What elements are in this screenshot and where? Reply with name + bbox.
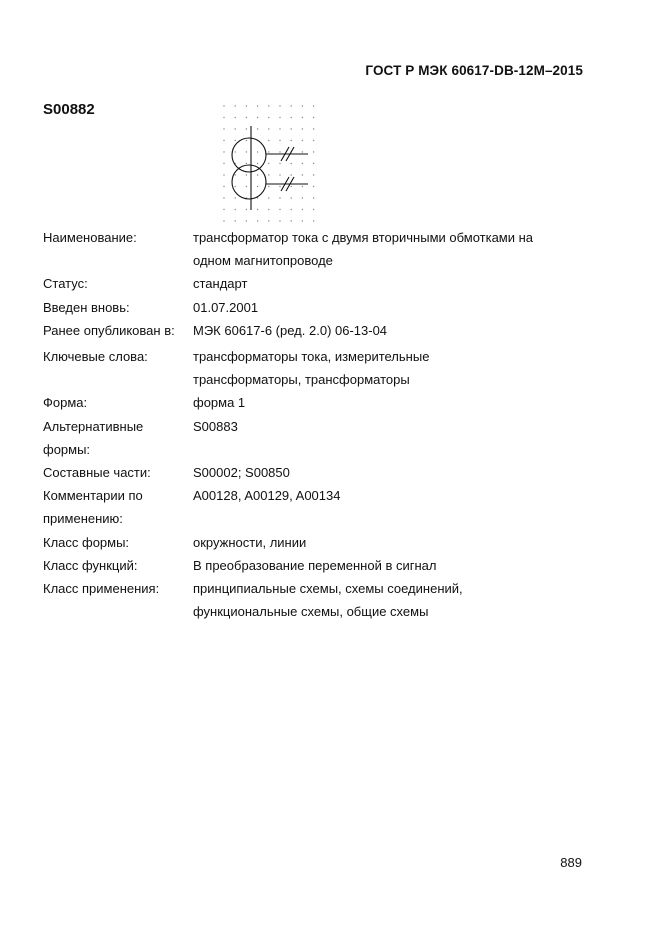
- attribute-value: [193, 272, 563, 295]
- grid-dot: [302, 174, 303, 175]
- attribute-label: [43, 272, 193, 295]
- attribute-row: [43, 296, 563, 319]
- grid-dot: [235, 220, 236, 221]
- grid-dot: [313, 163, 314, 164]
- grid-dot: [246, 105, 247, 106]
- attribute-value: [193, 226, 563, 272]
- grid-dot: [268, 105, 269, 106]
- attribute-value: [193, 577, 563, 623]
- attribute-label-line: Альтернативные: [43, 418, 144, 434]
- attribute-label: [43, 391, 193, 414]
- grid-dot: [302, 105, 303, 106]
- grid-dot: [223, 220, 224, 221]
- grid-dot: [223, 186, 224, 187]
- attribute-value: [193, 345, 563, 391]
- grid-dot: [302, 163, 303, 164]
- attribute-label-line: Класс функций:: [43, 557, 138, 573]
- grid-dot: [268, 174, 269, 175]
- grid-dot: [291, 186, 292, 187]
- grid-dot: [302, 117, 303, 118]
- grid-dot: [302, 220, 303, 221]
- attribute-value-line: принципиальные схемы, схемы соединений,: [193, 581, 463, 597]
- grid-dot: [246, 140, 247, 141]
- attribute-row: [43, 415, 563, 461]
- attribute-value-line: функциональные схемы, общие схемы: [193, 604, 429, 620]
- attribute-value-line: стандарт: [193, 276, 248, 292]
- grid-dot: [302, 209, 303, 210]
- grid-dot: [268, 117, 269, 118]
- attribute-row: [43, 461, 563, 484]
- grid-dot: [246, 209, 247, 210]
- grid-dot: [257, 117, 258, 118]
- grid-dot: [223, 140, 224, 141]
- attribute-value: [193, 484, 563, 530]
- attribute-value: [193, 319, 563, 342]
- attribute-label-line: Комментарии по: [43, 488, 143, 504]
- grid-dot: [291, 209, 292, 210]
- grid-dot: [235, 105, 236, 106]
- symbol-grid: [223, 105, 314, 221]
- grid-dot: [279, 220, 280, 221]
- attribute-label-line: Наименование:: [43, 230, 137, 245]
- grid-dot: [268, 128, 269, 129]
- attribute-value-line: трансформаторы, трансформаторы: [193, 372, 410, 388]
- attribute-value: [193, 531, 563, 554]
- attribute-label-line: применению:: [43, 511, 123, 527]
- grid-dot: [257, 174, 258, 175]
- attribute-row: [43, 531, 563, 554]
- grid-dot: [313, 140, 314, 141]
- grid-dot: [302, 128, 303, 129]
- grid-dot: [257, 151, 258, 152]
- grid-dot: [257, 105, 258, 106]
- grid-dot: [313, 209, 314, 210]
- grid-dot: [223, 163, 224, 164]
- attribute-label-line: Введен вновь:: [43, 299, 130, 315]
- grid-dot: [246, 128, 247, 129]
- grid-dot: [257, 186, 258, 187]
- attribute-table: [43, 226, 563, 623]
- grid-dot: [279, 209, 280, 210]
- attribute-label-line: Составные части:: [43, 465, 151, 481]
- attribute-row: [43, 577, 563, 623]
- grid-dot: [291, 174, 292, 175]
- attribute-label-line: Ранее опубликован в:: [43, 322, 175, 338]
- attribute-row: [43, 484, 563, 530]
- grid-dot: [291, 140, 292, 141]
- page-number: 889: [560, 855, 582, 870]
- attribute-label: [43, 461, 193, 484]
- grid-dot: [302, 186, 303, 187]
- grid-dot: [279, 117, 280, 118]
- grid-dot: [223, 105, 224, 106]
- grid-dot: [235, 186, 236, 187]
- attribute-label: [43, 296, 193, 319]
- attribute-value: [193, 554, 563, 577]
- attribute-label: [43, 554, 193, 577]
- attribute-row: [43, 345, 563, 391]
- document-header: ГОСТ Р МЭК 60617-DB-12M–2015: [365, 63, 583, 78]
- grid-dot: [235, 197, 236, 198]
- grid-dot: [246, 220, 247, 221]
- symbol-lines: [232, 126, 308, 210]
- grid-dot: [246, 186, 247, 187]
- grid-dot: [313, 220, 314, 221]
- attribute-label: [43, 415, 193, 461]
- grid-dot: [257, 209, 258, 210]
- attribute-row: [43, 226, 563, 272]
- grid-dot: [268, 197, 269, 198]
- grid-dot: [279, 163, 280, 164]
- attribute-value-line: S00002; S00850: [193, 465, 290, 481]
- grid-dot: [268, 220, 269, 221]
- grid-dot: [235, 117, 236, 118]
- attribute-row: [43, 554, 563, 577]
- grid-dot: [279, 186, 280, 187]
- grid-dot: [291, 197, 292, 198]
- attribute-value-line: A00128, A00129, A00134: [193, 488, 341, 504]
- grid-dot: [235, 128, 236, 129]
- attribute-value-line: одном магнитопроводе: [193, 253, 333, 269]
- attribute-label: [43, 345, 193, 391]
- grid-dot: [302, 197, 303, 198]
- grid-dot: [313, 186, 314, 187]
- grid-dot: [223, 151, 224, 152]
- attribute-label-line: Ключевые слова:: [43, 349, 148, 365]
- grid-dot: [313, 105, 314, 106]
- grid-dot: [313, 128, 314, 129]
- attribute-label-line: формы:: [43, 441, 91, 457]
- attribute-value-line: В преобразование переменной в сигнал: [193, 557, 437, 573]
- grid-dot: [291, 128, 292, 129]
- attribute-value-line: трансформатор тока с двумя вторичными обмотками на: [193, 230, 534, 245]
- grid-dot: [313, 151, 314, 152]
- grid-dot: [279, 105, 280, 106]
- grid-dot: [257, 220, 258, 221]
- grid-dot: [235, 151, 236, 152]
- grid-dot: [223, 174, 224, 175]
- attribute-value-line: форма 1: [193, 395, 246, 411]
- symbol-code: S00882: [43, 101, 95, 118]
- attribute-value-line: 01.07.2001: [193, 299, 259, 315]
- grid-dot: [291, 117, 292, 118]
- attribute-value: [193, 391, 563, 414]
- grid-dot: [279, 151, 280, 152]
- grid-dot: [235, 174, 236, 175]
- attribute-label: [43, 484, 193, 530]
- grid-dot: [246, 174, 247, 175]
- grid-dot: [302, 140, 303, 141]
- grid-dot: [279, 140, 280, 141]
- attribute-value: [193, 415, 563, 461]
- grid-dot: [235, 209, 236, 210]
- grid-dot: [246, 163, 247, 164]
- attribute-value: [193, 296, 563, 319]
- grid-dot: [279, 128, 280, 129]
- attribute-row: [43, 391, 563, 414]
- grid-dot: [268, 151, 269, 152]
- grid-dot: [235, 140, 236, 141]
- attribute-label: [43, 577, 193, 623]
- attribute-row: [43, 319, 563, 342]
- grid-dot: [223, 209, 224, 210]
- grid-dot: [257, 128, 258, 129]
- grid-dot: [313, 197, 314, 198]
- grid-dot: [246, 117, 247, 118]
- core-circle-upper: [232, 138, 266, 172]
- grid-dot: [268, 186, 269, 187]
- attribute-label: [43, 319, 193, 342]
- grid-dot: [291, 163, 292, 164]
- grid-dot: [223, 117, 224, 118]
- attribute-label-line: Класс формы:: [43, 534, 130, 550]
- grid-dot: [268, 209, 269, 210]
- grid-dot: [313, 174, 314, 175]
- grid-dot: [257, 163, 258, 164]
- current-transformer-symbol: [218, 100, 328, 224]
- grid-dot: [291, 105, 292, 106]
- grid-dot: [279, 174, 280, 175]
- grid-dot: [223, 197, 224, 198]
- grid-dot: [246, 151, 247, 152]
- grid-dot: [291, 220, 292, 221]
- attribute-row: [43, 272, 563, 295]
- grid-dot: [268, 163, 269, 164]
- grid-dot: [313, 117, 314, 118]
- attribute-value-line: МЭК 60617-6 (ред. 2.0) 06-13-04: [193, 322, 388, 338]
- core-circle-lower: [232, 165, 266, 199]
- attribute-label-line: Статус:: [43, 276, 88, 292]
- attribute-value-line: трансформаторы тока, измерительные: [193, 349, 430, 365]
- attribute-label: [43, 226, 193, 272]
- attribute-value: [193, 461, 563, 484]
- grid-dot: [268, 140, 269, 141]
- attribute-label-line: Форма:: [43, 395, 88, 411]
- attribute-value-line: S00883: [193, 418, 238, 434]
- attribute-label: [43, 531, 193, 554]
- grid-dot: [279, 197, 280, 198]
- grid-dot: [223, 128, 224, 129]
- grid-dot: [302, 151, 303, 152]
- attribute-label-line: Класс применения:: [43, 581, 160, 597]
- attribute-value-line: окружности, линии: [193, 534, 307, 550]
